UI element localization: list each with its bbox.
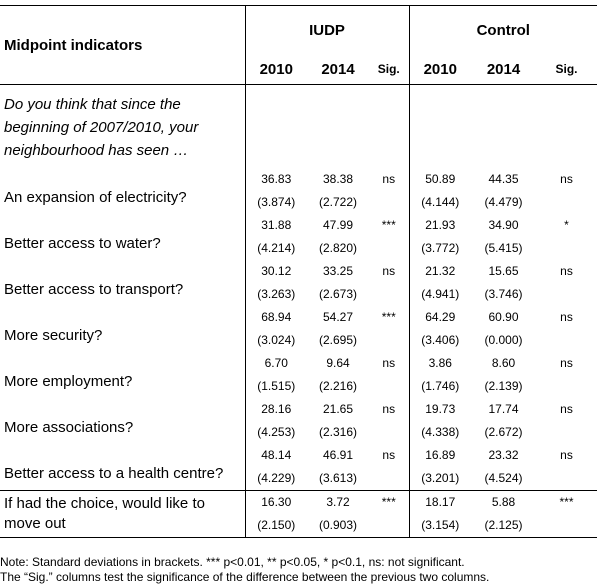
value: 46.91 (322, 448, 354, 462)
iudp-sig-cell: ns (369, 398, 409, 444)
value: 23.32 (488, 448, 519, 462)
iudp-sig-cell: *** (369, 306, 409, 352)
table-row (0, 306, 597, 352)
iudp-sig-cell: ns (369, 352, 409, 398)
value: 38.38 (322, 172, 354, 186)
std-dev: (4.524) (484, 471, 523, 485)
iudp-2010-cell (245, 398, 307, 444)
value: 16.30 (261, 495, 292, 509)
iudp-sig-cell: *** (369, 214, 409, 260)
iudp-2010-cell (245, 260, 307, 306)
value: 9.64 (326, 356, 350, 370)
std-dev: (5.415) (484, 241, 523, 255)
std-dev: (4.479) (484, 195, 523, 209)
control-sig-cell: ns (560, 448, 573, 462)
value: 8.60 (491, 356, 516, 370)
value: 31.88 (261, 218, 292, 232)
iudp-2014-cell (307, 214, 369, 260)
std-dev: (2.316) (318, 425, 358, 439)
intro-question: Do you think that since the beginning of 2007/2010, your neighbourhood has seen … (0, 85, 245, 169)
table-row-move-out (0, 491, 597, 538)
control-2010-cell (409, 444, 471, 491)
iudp-2010-cell (245, 306, 307, 352)
std-dev: (4.253) (257, 425, 296, 439)
control-2010-cell (409, 352, 471, 398)
control-2010-cell (409, 306, 471, 352)
row-label: Better access to transport? (0, 260, 245, 306)
control-2014-cell (471, 168, 536, 214)
control-2014-cell (471, 260, 536, 306)
control-2010-cell (409, 260, 471, 306)
iudp-2014-cell (307, 444, 369, 491)
value: 21.65 (322, 402, 354, 416)
std-dev: (2.216) (318, 379, 358, 393)
table-row (0, 352, 597, 398)
iudp-2014-cell (307, 168, 369, 214)
control-sig-cell: ns (560, 172, 573, 186)
row-label: Better access to water? (0, 214, 245, 260)
std-dev: (2.139) (484, 379, 523, 393)
value: 33.25 (322, 264, 354, 278)
intro-row (0, 85, 597, 169)
table-body (0, 168, 597, 491)
year-header-control-2010: 2010 (409, 54, 471, 85)
std-dev: (2.673) (318, 287, 358, 301)
row-label: An expansion of electricity? (0, 168, 245, 214)
group-header-iudp: IUDP (245, 6, 409, 55)
value: 50.89 (425, 172, 456, 186)
control-2014-cell (471, 491, 536, 538)
iudp-2010-cell (245, 214, 307, 260)
std-dev: (3.772) (421, 241, 460, 255)
value: 6.70 (264, 356, 288, 370)
table-note-sig: The “Sig.” columns test the significance of the difference between the previous two columns. (0, 570, 490, 584)
table-row (0, 214, 597, 260)
std-dev: (2.125) (484, 518, 523, 532)
iudp-sig-cell: ns (369, 260, 409, 306)
control-2010-cell (409, 214, 471, 260)
control-sig-cell: ns (560, 310, 573, 324)
std-dev: (4.214) (257, 241, 296, 255)
std-dev: (3.154) (421, 518, 460, 532)
indicator-table (0, 5, 597, 538)
control-2010-cell (409, 398, 471, 444)
iudp-2010-cell (245, 168, 307, 214)
row-label: Better access to a health centre? (0, 444, 245, 491)
iudp-2014-cell (307, 260, 369, 306)
control-sig-cell: * (564, 218, 569, 232)
year-header-iudp-2014: 2014 (307, 54, 369, 85)
value: 3.86 (428, 356, 452, 370)
iudp-sig-cell: ns (369, 168, 409, 214)
std-dev: (1.746) (421, 379, 460, 393)
value: 28.16 (261, 402, 292, 416)
value: 48.14 (261, 448, 292, 462)
std-dev: (4.338) (421, 425, 460, 439)
value: 60.90 (488, 310, 519, 324)
value: 19.73 (425, 402, 456, 416)
std-dev: (3.613) (318, 471, 358, 485)
control-2014-cell (471, 444, 536, 491)
std-dev: (1.515) (257, 379, 296, 393)
value: 47.99 (322, 218, 354, 232)
value: 15.65 (488, 264, 519, 278)
control-sig-cell: ns (560, 402, 573, 416)
std-dev: (2.722) (318, 195, 358, 209)
std-dev: (4.144) (421, 195, 460, 209)
value: 21.32 (425, 264, 456, 278)
control-2014-cell (471, 306, 536, 352)
std-dev: (2.695) (318, 333, 358, 347)
value: 36.83 (261, 172, 292, 186)
group-header-control: Control (409, 6, 597, 55)
iudp-2014-cell (307, 352, 369, 398)
value: 68.94 (261, 310, 292, 324)
row-label: More security? (0, 306, 245, 352)
iudp-sig-cell: ns (369, 444, 409, 491)
table-row (0, 260, 597, 306)
std-dev: (3.874) (257, 195, 296, 209)
control-2014-cell (471, 398, 536, 444)
value: 18.17 (425, 495, 456, 509)
row-label: More associations? (0, 398, 245, 444)
std-dev: (3.263) (257, 287, 296, 301)
control-2010-cell (409, 168, 471, 214)
std-dev: (3.024) (257, 333, 296, 347)
control-2010-cell (409, 491, 471, 538)
iudp-2014-cell (307, 306, 369, 352)
control-sig-cell: ns (560, 264, 573, 278)
value: 3.72 (326, 495, 350, 509)
table-note: Note: Standard deviations in brackets. *** p<0.01, ** p<0.05, * p<0.1, ns: not significant. (0, 555, 465, 569)
std-dev: (2.150) (257, 518, 296, 532)
value: 5.88 (491, 495, 516, 509)
value: 54.27 (322, 310, 354, 324)
std-dev: (2.672) (484, 425, 523, 439)
sig-header-control: Sig. (536, 54, 597, 85)
row-label: If had the choice, would like to move out (0, 491, 245, 538)
iudp-2010-cell (245, 444, 307, 491)
year-header-control-2014: 2014 (471, 54, 536, 85)
std-dev: (3.746) (484, 287, 523, 301)
table-row (0, 168, 597, 214)
value: 64.29 (425, 310, 456, 324)
iudp-2014-cell (307, 491, 369, 538)
std-dev: (4.229) (257, 471, 296, 485)
year-header-iudp-2010: 2010 (245, 54, 307, 85)
value: 21.93 (425, 218, 456, 232)
column-header-indicators: Midpoint indicators (0, 6, 245, 85)
control-sig-cell: ns (560, 356, 573, 370)
value: 30.12 (261, 264, 292, 278)
table-row (0, 398, 597, 444)
value: 17.74 (488, 402, 519, 416)
value: 16.89 (425, 448, 456, 462)
iudp-2014-cell (307, 398, 369, 444)
iudp-2010-cell (245, 491, 307, 538)
iudp-sig-cell: *** (369, 491, 409, 538)
std-dev: (3.201) (421, 471, 460, 485)
header-row-groups (0, 6, 597, 55)
iudp-2010-cell (245, 352, 307, 398)
std-dev: (0.000) (484, 333, 523, 347)
sig-header-iudp: Sig. (369, 54, 409, 85)
control-2014-cell (471, 214, 536, 260)
std-dev: (3.406) (421, 333, 460, 347)
control-sig-cell: *** (559, 495, 574, 509)
value: 44.35 (488, 172, 519, 186)
value: 34.90 (488, 218, 519, 232)
control-2014-cell (471, 352, 536, 398)
row-label: More employment? (0, 352, 245, 398)
table-row (0, 444, 597, 491)
std-dev: (4.941) (421, 287, 460, 301)
std-dev: (2.820) (318, 241, 358, 255)
std-dev: (0.903) (318, 518, 358, 532)
